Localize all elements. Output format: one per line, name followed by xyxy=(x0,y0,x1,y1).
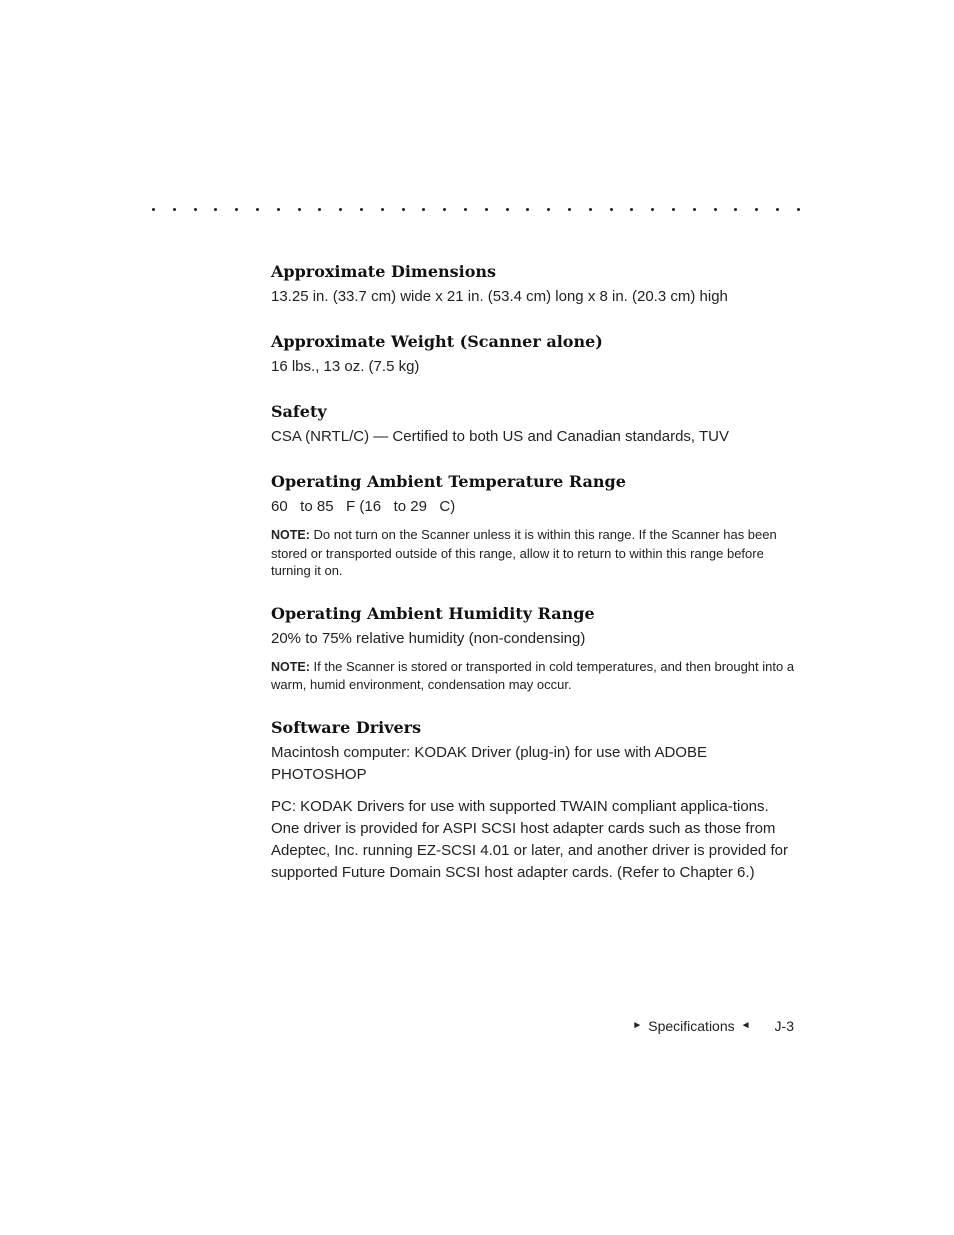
left-triangle-icon: ◄ xyxy=(740,1020,751,1031)
rule-dot xyxy=(547,208,550,211)
note-text: If the Scanner is stored or transported in cold temperatures, and then brought into a warm, humid environment, condensation may occur. xyxy=(271,658,795,692)
note xyxy=(271,658,799,694)
rule-dot xyxy=(443,208,446,211)
rule-dot xyxy=(610,208,613,211)
section-body: Macintosh computer: KODAK Driver (plug-in) for use with ADOBE PHOTOSHOP xyxy=(271,743,707,783)
rule-dot xyxy=(693,208,696,211)
rule-dot xyxy=(568,208,571,211)
note-text: Do not turn on the Scanner unless it is within this range. If the Scanner has been stored or transported outside of this range, allow it to return to within this range before turning it on. xyxy=(271,527,777,578)
rule-dot xyxy=(630,208,633,211)
section-title: Software Drivers xyxy=(271,717,422,737)
right-triangle-icon: ► xyxy=(632,1020,643,1031)
note xyxy=(271,526,799,580)
rule-dot xyxy=(797,208,800,211)
section-title: Approximate Weight (Scanner alone) xyxy=(271,332,603,351)
rule-dot xyxy=(526,208,529,211)
rule-dot xyxy=(339,208,342,211)
rule-dot xyxy=(651,208,654,211)
rule-dot xyxy=(464,208,467,211)
section-body: 16 lbs., 13 oz. (7.5 kg) xyxy=(271,358,420,375)
note-label: NOTE: xyxy=(271,528,310,542)
rule-dot xyxy=(173,208,176,211)
rule-dot xyxy=(152,208,155,211)
rule-dot xyxy=(714,208,717,211)
section-temperature xyxy=(271,472,799,580)
note-label: NOTE: xyxy=(271,659,310,674)
rule-dot xyxy=(360,208,363,211)
section-body: CSA (NRTL/C) — Certified to both US and Canadian standards, TUV xyxy=(271,428,729,445)
section-title: Operating Ambient Temperature Range xyxy=(271,472,626,491)
rule-dot xyxy=(235,208,238,211)
rule-dot xyxy=(381,208,384,211)
section-body: 20% to 75% relative humidity (non-condensing) xyxy=(271,629,586,647)
page-number: J-3 xyxy=(774,1018,794,1034)
rule-dot xyxy=(402,208,405,211)
section-title: Safety xyxy=(271,402,327,421)
rule-dot xyxy=(589,208,592,211)
rule-dot xyxy=(277,208,280,211)
section-software-drivers xyxy=(271,718,799,884)
rule-dot xyxy=(755,208,758,211)
rule-dot xyxy=(256,208,259,211)
section-body-pc: PC: KODAK Drivers for use with supported TWAIN compliant applica-tions. One driver is provided for ASPI SCSI host adapter cards such as those from Adeptec, Inc. running EZ-SCSI 4.01 or later, and another driver is provided for supported Future Domain SCSI host adapter cards. (Refer to Chapter 6.) xyxy=(271,797,788,881)
rule-dot xyxy=(734,208,737,211)
section-title: Operating Ambient Humidity Range xyxy=(271,603,595,623)
dotted-header-rule xyxy=(152,202,800,216)
section-title: Approximate Dimensions xyxy=(271,262,497,281)
rule-dot xyxy=(506,208,509,211)
rule-dot xyxy=(422,208,425,211)
section-weight xyxy=(271,332,799,378)
rule-dot xyxy=(776,208,779,211)
page-footer xyxy=(632,1016,794,1036)
section-body: 13.25 in. (33.7 cm) wide x 21 in. (53.4 cm) long x 8 in. (20.3 cm) high xyxy=(271,288,728,305)
section-dimensions xyxy=(271,262,799,308)
section-body: 60 to 85 F (16 to 29 C) xyxy=(271,498,456,515)
rule-dot xyxy=(485,208,488,211)
footer-section-label: Specifications xyxy=(648,1018,735,1034)
rule-dot xyxy=(194,208,197,211)
section-safety xyxy=(271,402,799,448)
rule-dot xyxy=(318,208,321,211)
section-humidity xyxy=(271,604,799,694)
page-content xyxy=(271,262,799,908)
rule-dot xyxy=(298,208,301,211)
rule-dot xyxy=(672,208,675,211)
rule-dot xyxy=(214,208,217,211)
